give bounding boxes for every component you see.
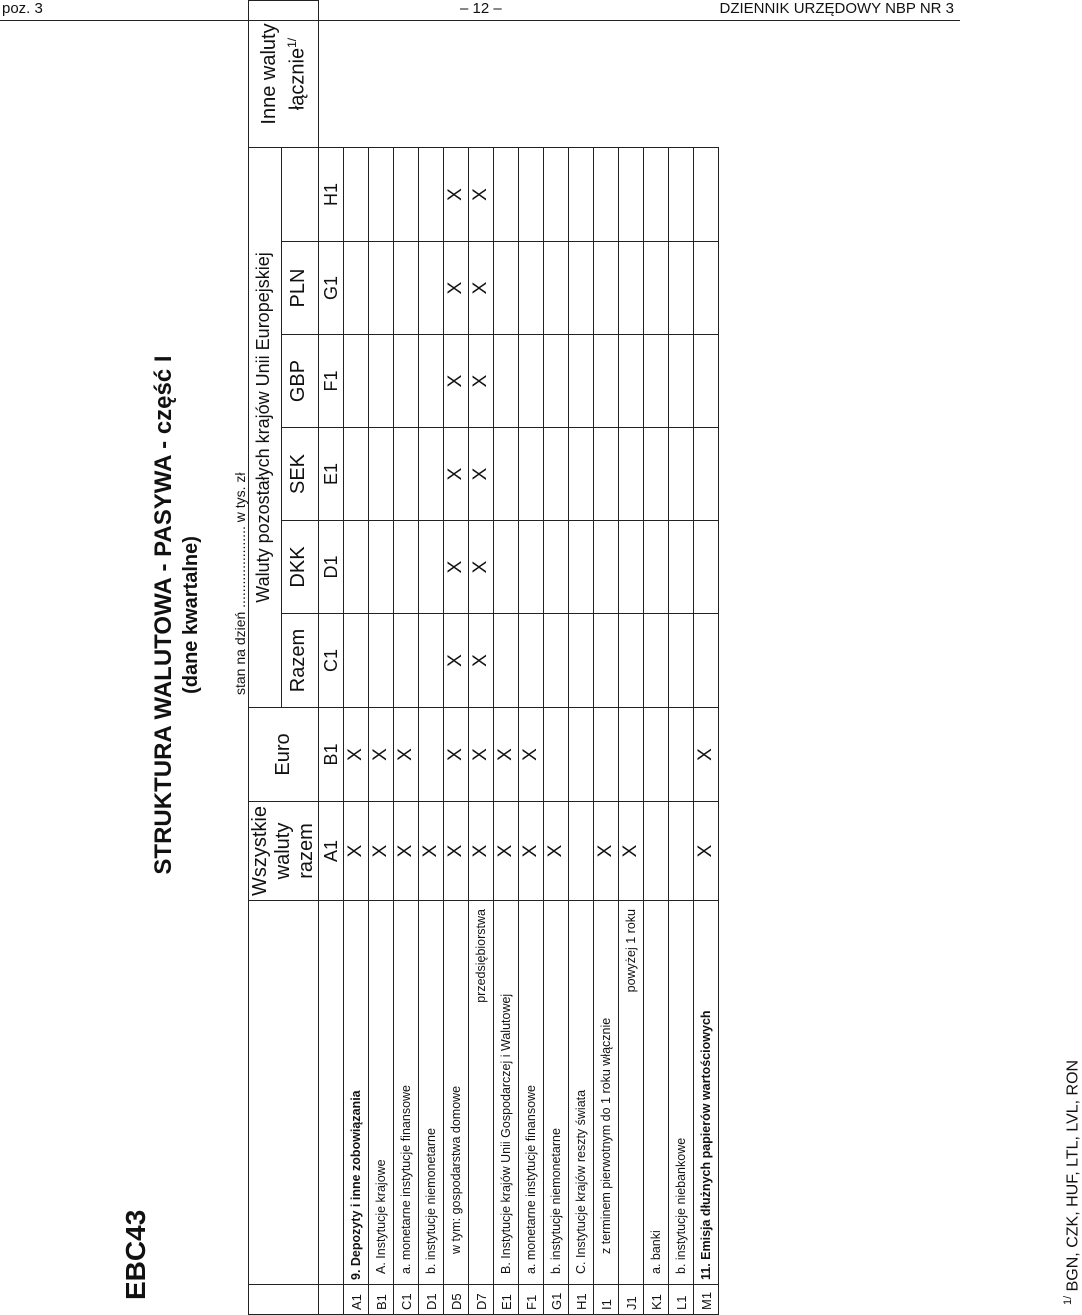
column-id-row [319, 1, 344, 1315]
table-cell[interactable]: X [469, 335, 494, 428]
row-label: 9. Depozyty i inne zobowiązania [344, 901, 369, 1285]
table-cell[interactable] [369, 521, 394, 614]
table-cell[interactable] [569, 335, 594, 428]
table-cell[interactable] [644, 242, 669, 335]
table-row [644, 1, 669, 1315]
table-cell[interactable]: X [469, 521, 494, 614]
table-row [469, 1, 494, 1315]
table-cell[interactable] [694, 614, 719, 708]
form-subtitle: (dane kwartalne) [180, 536, 202, 694]
table-cell[interactable]: X [469, 802, 494, 901]
table-cell[interactable]: X [469, 708, 494, 802]
table-cell[interactable]: X [544, 802, 569, 901]
table-cell[interactable] [594, 708, 619, 802]
table-cell[interactable] [394, 335, 419, 428]
row-code: J1 [619, 1285, 644, 1315]
table-cell[interactable]: X [344, 802, 369, 901]
table-cell[interactable] [569, 242, 594, 335]
table-cell[interactable] [544, 428, 569, 521]
table-cell[interactable] [669, 242, 694, 335]
table-cell[interactable] [544, 521, 569, 614]
table-cell[interactable]: X [694, 802, 719, 901]
table-cell[interactable] [544, 148, 569, 242]
table-cell[interactable]: X [444, 521, 469, 614]
table-row [494, 1, 519, 1315]
table-cell[interactable]: X [444, 242, 469, 335]
table-cell[interactable] [344, 614, 369, 708]
table-cell[interactable]: X [494, 802, 519, 901]
table-cell[interactable] [669, 521, 694, 614]
row-label: powyżej 1 roku [619, 901, 644, 1285]
table-cell[interactable] [669, 428, 694, 521]
form-title: STRUKTURA WALUTOWA - PASYWA - część I [150, 355, 177, 875]
table-cell[interactable] [644, 428, 669, 521]
table-cell[interactable]: X [469, 148, 494, 242]
row-label: b. instytucje niemonetarne [419, 901, 444, 1285]
row-label: a. banki [644, 901, 669, 1285]
table-cell[interactable]: X [694, 708, 719, 802]
table-cell[interactable] [594, 521, 619, 614]
table-cell[interactable] [569, 802, 594, 901]
table-cell[interactable] [419, 242, 444, 335]
table-cell[interactable] [494, 614, 519, 708]
column-id-desc-blank [319, 901, 344, 1285]
row-code: H1 [569, 1285, 594, 1315]
table-cell[interactable] [369, 335, 394, 428]
row-code: M1 [694, 1285, 719, 1315]
table-cell[interactable] [619, 148, 644, 242]
row-label: przedsiębiorstwa [469, 901, 494, 1285]
table-cell[interactable] [494, 242, 519, 335]
head-all-currencies: Wszystkie waluty razem [249, 802, 319, 901]
table-row [444, 1, 469, 1315]
table-cell[interactable] [694, 242, 719, 335]
table-cell[interactable] [519, 335, 544, 428]
table-row [544, 1, 569, 1315]
row-code: F1 [519, 1285, 544, 1315]
table-row [619, 1, 644, 1315]
table-cell[interactable] [669, 614, 694, 708]
table-cell[interactable] [394, 428, 419, 521]
head-inne-label: Inne waluty łącznie [257, 23, 309, 125]
row-label: a. monetarne instytucje finansowe [394, 901, 419, 1285]
row-code: E1 [494, 1285, 519, 1315]
table-cell[interactable] [619, 242, 644, 335]
row-label: B. Instytucje krajów Unii Gospodarczej i Walutowej [494, 901, 519, 1285]
table-row [394, 1, 419, 1315]
table-cell[interactable] [619, 614, 644, 708]
table-cell[interactable] [344, 428, 369, 521]
row-code: D7 [469, 1285, 494, 1315]
col-id: C1 [319, 614, 344, 708]
table-cell[interactable] [344, 242, 369, 335]
table-cell[interactable] [394, 521, 419, 614]
table-row [569, 1, 594, 1315]
table-row [419, 1, 444, 1315]
table-cell[interactable] [494, 428, 519, 521]
table-cell[interactable] [519, 242, 544, 335]
head-euro: Euro [249, 708, 319, 802]
table-cell[interactable] [519, 614, 544, 708]
table-row [519, 1, 544, 1315]
table-cell[interactable] [569, 428, 594, 521]
table-cell[interactable]: X [444, 428, 469, 521]
table-cell[interactable]: X [394, 802, 419, 901]
row-code: D1 [419, 1285, 444, 1315]
row-label: b. instytucje niebankowe [669, 901, 694, 1285]
table-cell[interactable] [569, 521, 594, 614]
table-cell[interactable]: X [444, 148, 469, 242]
table-cell[interactable]: X [394, 708, 419, 802]
table-cell[interactable] [544, 614, 569, 708]
table-cell[interactable] [519, 521, 544, 614]
table-cell[interactable] [544, 708, 569, 802]
table-cell[interactable] [669, 148, 694, 242]
table-cell[interactable] [619, 428, 644, 521]
row-label: C. Instytucje krajów reszty świata [569, 901, 594, 1285]
table-cell[interactable] [544, 242, 569, 335]
table-cell[interactable] [594, 335, 619, 428]
footnote [1062, 1060, 1082, 1305]
row-code: K1 [644, 1285, 669, 1315]
head-dkk: DKK [281, 521, 318, 614]
head-razem: Razem [281, 614, 318, 708]
table-cell[interactable] [594, 242, 619, 335]
col-id: D1 [319, 521, 344, 614]
table-row [344, 1, 369, 1315]
table-cell[interactable]: X [444, 708, 469, 802]
table-cell[interactable] [494, 148, 519, 242]
table-cell[interactable] [494, 521, 519, 614]
table-cell[interactable] [694, 148, 719, 242]
table-cell[interactable] [644, 614, 669, 708]
row-label: A. Instytucje krajowe [369, 901, 394, 1285]
row-label: a. monetarne instytucje finansowe [519, 901, 544, 1285]
table-cell[interactable] [644, 335, 669, 428]
row-code: I1 [594, 1285, 619, 1315]
header-code-blank [249, 1285, 319, 1315]
column-id-code-blank [319, 1285, 344, 1315]
table-cell[interactable]: X [444, 802, 469, 901]
row-code: C1 [394, 1285, 419, 1315]
table-cell[interactable]: X [469, 614, 494, 708]
page-number: – 12 – [460, 0, 502, 17]
table-cell[interactable] [419, 521, 444, 614]
row-code: L1 [669, 1285, 694, 1315]
table-cell[interactable] [419, 614, 444, 708]
stan-na-dzien: stan na dzień ..................... w tys. zł [232, 472, 248, 695]
table-cell[interactable] [644, 802, 669, 901]
table-cell[interactable] [369, 148, 394, 242]
table-cell[interactable] [344, 521, 369, 614]
table-row [694, 1, 719, 1315]
table-cell[interactable]: X [469, 428, 494, 521]
table-cell[interactable] [669, 708, 694, 802]
col-id: E1 [319, 428, 344, 521]
liabilities-table [248, 0, 719, 1315]
table-cell[interactable] [644, 708, 669, 802]
page-position: poz. 3 [2, 0, 43, 17]
table-cell[interactable]: X [444, 335, 469, 428]
table-row [369, 1, 394, 1315]
table-cell[interactable] [419, 708, 444, 802]
table-cell[interactable]: X [519, 708, 544, 802]
footnote-text: BGN, CZK, HUF, LTL, LVL, RON [1064, 1059, 1082, 1292]
table-cell[interactable] [394, 242, 419, 335]
col-id: F1 [319, 335, 344, 428]
head-gbp: GBP [281, 335, 318, 428]
table-cell[interactable] [419, 148, 444, 242]
table-cell[interactable] [569, 614, 594, 708]
col-id: A1 [319, 802, 344, 901]
head-inne-footnote: 1/ [284, 37, 299, 48]
table-cell[interactable] [569, 148, 594, 242]
table-cell[interactable] [644, 148, 669, 242]
table-cell[interactable]: X [419, 802, 444, 901]
table-cell[interactable] [569, 708, 594, 802]
table-cell[interactable]: X [344, 708, 369, 802]
row-label: b. instytucje niemonetarne [544, 901, 569, 1285]
col-id: G1 [319, 242, 344, 335]
footnote-mark: 1/ [1062, 1295, 1074, 1305]
table-cell[interactable] [619, 521, 644, 614]
row-label: 11. Emisja dłużnych papierów wartościowych [694, 901, 719, 1285]
table-cell[interactable] [519, 428, 544, 521]
journal-title: DZIENNIK URZĘDOWY NBP NR 3 [719, 0, 954, 17]
header-desc-blank [249, 901, 319, 1285]
table-cell[interactable] [419, 428, 444, 521]
table-cell[interactable] [394, 614, 419, 708]
table-cell[interactable] [594, 614, 619, 708]
table-cell[interactable] [694, 335, 719, 428]
table-cell[interactable]: X [494, 708, 519, 802]
col-id: H1 [319, 148, 344, 242]
row-label: z terminem pierwotnym do 1 roku włącznie [594, 901, 619, 1285]
row-label: w tym: gospodarstwa domowe [444, 901, 469, 1285]
table-cell[interactable] [344, 335, 369, 428]
table-row [669, 1, 694, 1315]
table-row [594, 1, 619, 1315]
table-cell[interactable] [619, 335, 644, 428]
table-cell[interactable] [594, 148, 619, 242]
table-cell[interactable] [694, 428, 719, 521]
table-cell[interactable] [369, 428, 394, 521]
table-cell[interactable]: X [369, 708, 394, 802]
table-cell[interactable] [694, 521, 719, 614]
col-id: B1 [319, 708, 344, 802]
table-cell[interactable] [519, 148, 544, 242]
table-cell[interactable] [669, 335, 694, 428]
table-cell[interactable]: X [369, 802, 394, 901]
table-cell[interactable]: X [469, 242, 494, 335]
table-cell[interactable]: X [594, 802, 619, 901]
table-cell[interactable] [394, 148, 419, 242]
table-cell[interactable] [644, 521, 669, 614]
table-cell[interactable] [594, 428, 619, 521]
head-pln: PLN [281, 242, 318, 335]
row-code: B1 [369, 1285, 394, 1315]
row-code: D5 [444, 1285, 469, 1315]
table-cell[interactable] [669, 802, 694, 901]
head-eu-group: Waluty pozostałych krajów Unii Europejskiej [249, 148, 282, 708]
table-cell[interactable] [344, 148, 369, 242]
table-cell[interactable] [369, 614, 394, 708]
head-sek: SEK [281, 428, 318, 521]
table-cell[interactable]: X [444, 614, 469, 708]
table-cell[interactable]: X [619, 802, 644, 901]
form-code: EBC43 [120, 1209, 151, 1300]
table-cell[interactable]: X [519, 802, 544, 901]
table-cell[interactable] [494, 335, 519, 428]
row-code: A1 [344, 1285, 369, 1315]
table-cell[interactable] [369, 242, 394, 335]
head-other-currencies [249, 1, 319, 148]
table-cell[interactable] [619, 708, 644, 802]
table-cell[interactable] [544, 335, 569, 428]
table-cell[interactable] [419, 335, 444, 428]
row-code: G1 [544, 1285, 569, 1315]
